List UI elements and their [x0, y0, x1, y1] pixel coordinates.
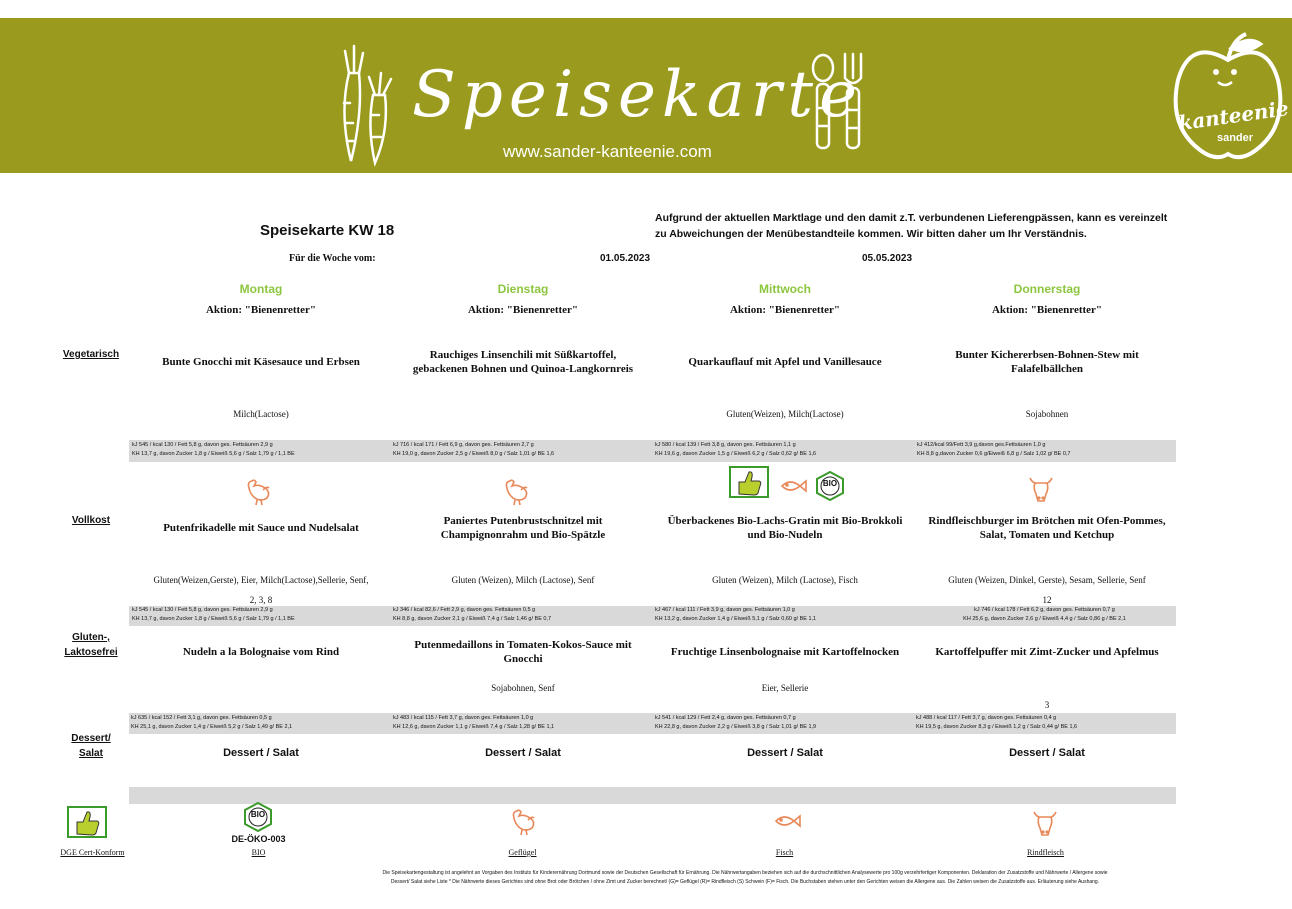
nutrition-info [393, 606, 648, 624]
allergens: Sojabohnen, Senf [491, 683, 555, 693]
allergens: Milch(Lactose) [233, 409, 289, 419]
legend-fisch: Fisch [775, 848, 794, 857]
dish-line: und Bio-Nudeln [747, 529, 823, 541]
nutrition-line: KH 13,7 g, davon Zucker 1,8 g / Eiweiß 5,6 g / Salz 1,79 g / 1,1 BE [132, 616, 295, 622]
fish-icon [778, 477, 808, 495]
action-label: Aktion: "Bienenretter" [205, 304, 317, 316]
dish-line: Rindfleischburger im Brötchen mit Ofen-Pommes, [928, 515, 1166, 527]
chicken-icon [508, 806, 538, 836]
category-line: Salat [79, 748, 103, 759]
footnote-line: Dessert/ Salat siehe Liste * Die Nährwerte dieses Gerichtes sind ohne Brot oder Brötchen / ohne Zimt und Zucker berechnet/ (G)= Geflügel (R)= Rindfleisch (S) Schwein (F)= Fisch. Die Buchstaben stehen unter den Gerichten weisen die Allergene aus. Die Zahlen weisen die Zusatzstoffe aus. Erläuterung siehe Aushang. [390, 879, 1100, 885]
dish-vollkost-thursday [916, 514, 1178, 542]
dish-line: Champignonrahm und Bio-Spätzle [440, 529, 606, 541]
dish-line: Rauchiges Linsenchili mit Süßkartoffel, [429, 349, 617, 361]
dish-veg-thursday [916, 348, 1178, 376]
cow-icon [1027, 474, 1055, 504]
nutrition-line: kJ 488 / kcal 117 / Fett 3,7 g, davon ges. Fettsäuren 0,4 g [916, 715, 1057, 721]
action-label: Aktion: "Bienenretter" [729, 304, 841, 316]
dessert-tuesday: Dessert / Salat [485, 747, 561, 759]
category-line: Dessert/ [71, 733, 111, 744]
for-week-label: Für die Woche vom: [289, 253, 376, 264]
day-thursday: Donnerstag [1013, 282, 1081, 296]
dessert-monday: Dessert / Salat [223, 747, 299, 759]
footnote [300, 869, 1190, 887]
nutrition-line: kJ 467 / kcal 111 / Fett 3,9 g, davon ges. Fettsäuren 1,0 g [655, 607, 795, 613]
allergens: Gluten(Weizen,Gerste), Eier, Milch(Lactose),Sellerie, Senf, [153, 575, 369, 585]
nutrition-line: KH 8,8 g,davon Zucker 0,6 g/Eiweiß 6,8 g / Salz 1,02 g/ BE 0,7 [917, 451, 1071, 457]
nutrition-info [655, 606, 910, 624]
nutrition-line: kJ 580 / kcal 139 / Fett 3,8 g, davon ges. Fettsäuren 1,1 g [655, 442, 796, 448]
day-monday: Montag [239, 282, 283, 296]
nutrition-line: KH 19,5 g, davon Zucker 8,3 g / Eiweiß 1,2 g / Salz 0,44 g/ BE 1,6 [916, 724, 1078, 730]
legend-gefluegel: Geflügel [508, 848, 537, 857]
legend-bio: BIO [251, 848, 266, 857]
cow-icon [1031, 808, 1059, 838]
nutrition-info [132, 606, 387, 624]
nutrition-info [916, 714, 1171, 732]
dish-glutenfrei-monday: Nudeln a la Bolognaise vom Rind [182, 646, 340, 658]
dish-line: Falafelbällchen [1010, 363, 1084, 375]
nutrition-info [131, 714, 386, 732]
dish-line: Gnocchi [503, 653, 543, 665]
dessert-wednesday: Dessert / Salat [747, 747, 823, 759]
dish-glutenfrei-tuesday [392, 638, 654, 666]
bio-seal-text: BIO [250, 810, 266, 819]
allergens: Gluten (Weizen, Dinkel, Gerste), Sesam, Sellerie, Senf [948, 575, 1146, 585]
page-title: Speisekarte [412, 58, 863, 132]
dish-line: Putenmedaillons in Tomaten-Kokos-Sauce mit [414, 639, 632, 651]
nutrition-info [917, 606, 1172, 624]
category-line: Gluten-, [72, 632, 110, 643]
nutrition-line: KH 8,8 g, davon Zucker 2,1 g / Eiweiß 7,4 g / Salz 1,46 g/ BE 0,7 [393, 616, 552, 622]
cutlery-icon [805, 48, 877, 163]
dish-veg-monday: Bunte Gnocchi mit Käsesauce und Erbsen [162, 356, 360, 368]
nutrition-info [132, 441, 387, 459]
nutrition-line: kJ 716 / kcal 171 / Fett 6,9 g, davon ges. Fettsäuren 2,7 g [393, 442, 534, 448]
website-url[interactable]: www.sander-kanteenie.com [503, 142, 712, 161]
category-vollkost: Vollkost [71, 515, 111, 526]
logo-sub: sander [1216, 132, 1254, 144]
dessert-thursday: Dessert / Salat [1009, 747, 1085, 759]
nutrition-line: kJ 346 / kcal 82,6 / Fett 2,9 g, davon ges. Fettsäuren 0,5 g [393, 607, 536, 613]
nutrition-row-empty [129, 787, 1176, 804]
dish-line: Überbackenes Bio-Lachs-Gratin mit Bio-Brokkoli [667, 515, 903, 527]
dish-veg-tuesday [392, 348, 654, 376]
action-label: Aktion: "Bienenretter" [991, 304, 1103, 316]
allergens: Sojabohnen [1025, 409, 1069, 419]
week-title: Speisekarte KW 18 [260, 222, 395, 239]
nutrition-info [655, 714, 910, 732]
allergens: Gluten (Weizen), Milch (Lactose), Senf [451, 575, 595, 585]
notice-line: zu Abweichungen der Menübestandteile kommen. Wir bitten daher um Ihr Verständnis. [655, 228, 1087, 240]
dish-vollkost-tuesday [392, 514, 654, 542]
legend-dge: DGE Cert-Konform [60, 848, 125, 857]
nutrition-line: kJ 412/kcal 99/Fett 3,9 g,davon ges.Fettsäuren 1,0 g [917, 442, 1046, 448]
nutrition-line: kJ 545 / kcal 130 / Fett 5,8 g, davon ges. Fettsäuren 2,9 g [132, 607, 273, 613]
category-vegetarisch: Vegetarisch [62, 349, 120, 360]
end-date: 05.05.2023 [862, 253, 913, 264]
thumbs-up-icon [729, 466, 769, 498]
nutrition-line: KH 12,6 g, davon Zucker 1,1 g / Eiweiß 7,4 g / Salz 1,28 g/ BE 1,1 [393, 724, 555, 730]
nutrition-info [917, 441, 1172, 459]
dish-glutenfrei-thursday: Kartoffelpuffer mit Zimt-Zucker und Apfelmus [935, 646, 1159, 658]
category-line: Laktosefrei [64, 647, 118, 658]
dish-line: Bunter Kichererbsen-Bohnen-Stew mit [955, 349, 1139, 361]
day-wednesday: Mittwoch [759, 282, 811, 296]
header-banner [0, 18, 1292, 173]
start-date: 01.05.2023 [600, 253, 651, 264]
nutrition-info [393, 714, 648, 732]
footnote-line: Die Speisekartengestaltung ist angelehnt an Vorgaben des Instituts für Kinderernährung Dortmund sowie der Deutschen Gesellschaft für Ernährung. Die Nährwertangaben beziehen sich auf die durchschnittlichen Analysewerte pro 100g verzehrfertiger Komponenten. Deklaration der Zusatzstoffe und Nährwerte / Allergene sowie [382, 870, 1108, 876]
dish-line: Paniertes Putenbrustschnitzel mit [443, 515, 603, 527]
nutrition-line: KH 22,8 g, davon Zucker 2,2 g / Eiweiß 3,8 g / Salz 1,01 g/ BE 1,9 [655, 724, 817, 730]
logo-text: kanteenie [1176, 96, 1291, 136]
category-dessert [55, 731, 127, 761]
nutrition-line: kJ 541 / kcal 129 / Fett 2,4 g, davon ges. Fettsäuren 0,7 g [655, 715, 796, 721]
additives: 3 [1044, 700, 1050, 710]
bio-seal-text: BIO [822, 479, 838, 488]
additives: 2, 3, 8 [249, 595, 273, 605]
allergens: Gluten (Weizen), Milch (Lactose), Fisch [712, 575, 858, 585]
nutrition-info [393, 441, 648, 459]
nutrition-line: KH 19,0 g, davon Zucker 2,5 g / Eiweiß 8,0 g / Salz 1,01 g/ BE 1,6 [393, 451, 555, 457]
dish-vollkost-wednesday [654, 514, 916, 542]
additives: 12 [1042, 595, 1052, 605]
chicken-icon [501, 476, 531, 506]
action-label: Aktion: "Bienenretter" [467, 304, 579, 316]
fish-icon [772, 812, 802, 830]
dish-line: gebackenen Bohnen und Quinoa-Langkornreis [412, 363, 634, 375]
supply-notice [655, 210, 1185, 242]
dish-glutenfrei-wednesday: Fruchtige Linsenbolognaise mit Kartoffelnocken [670, 646, 900, 658]
nutrition-line: KH 13,2 g, davon Zucker 1,4 g / Eiweiß 5,1 g / Salz 0,60 g/ BE 1,1 [655, 616, 817, 622]
nutrition-line: kJ 483 / kcal 115 / Fett 3,7 g, davon ges. Fettsäuren 1,0 g [393, 715, 534, 721]
legend-rindfleisch: Rindfleisch [1027, 848, 1064, 857]
dish-line: Salat, Tomaten und Ketchup [979, 529, 1115, 541]
nutrition-line: KH 25,6 g, davon Zucker 2,6 g / Eiweiß 4,4 g / Salz 0,86 g / BE 2,1 [963, 616, 1126, 622]
nutrition-line: KH 25,1 g, davon Zucker 1,4 g / Eiweiß 5,2 g / Salz 1,49 g/ BE 2,1 [131, 724, 293, 730]
nutrition-line: kJ 635 / kcal 152 / Fett 3,1 g, davon ges. Fettsäuren 0,5 g [131, 715, 272, 721]
dish-vollkost-monday: Putenfrikadelle mit Sauce und Nudelsalat [163, 522, 359, 534]
nutrition-line: kJ 746 / kcal 178 / Fett 6,2 g, davon ges. Fettsäuren 0,7 g [974, 607, 1115, 613]
allergens: Eier, Sellerie [761, 683, 809, 693]
nutrition-info [655, 441, 910, 459]
day-tuesday: Dienstag [497, 282, 549, 296]
bio-code: DE-ÖKO-003 [231, 834, 286, 844]
top-border [0, 0, 1292, 19]
nutrition-line: kJ 545 / kcal 130 / Fett 5,8 g, davon ges. Fettsäuren 2,9 g [132, 442, 273, 448]
category-glutenfrei [55, 630, 127, 660]
nutrition-line: KH 13,7 g, davon Zucker 1,8 g / Eiweiß 5,6 g / Salz 1,79 g / 1,1 BE [132, 451, 295, 457]
nutrition-line: KH 19,6 g, davon Zucker 1,5 g / Eiweiß 6,2 g / Salz 0,62 g/ BE 1,6 [655, 451, 817, 457]
chicken-icon [243, 476, 273, 506]
notice-line: Aufgrund der aktuellen Marktlage und den damit z.T. verbundenen Lieferengpässen, kann es vereinzelt [655, 212, 1168, 224]
thumbs-up-icon [67, 806, 107, 838]
allergens: Gluten(Weizen), Milch(Lactose) [726, 409, 844, 419]
carrot-icon [335, 43, 405, 168]
dish-veg-wednesday: Quarkauflauf mit Apfel und Vanillesauce [688, 356, 882, 368]
